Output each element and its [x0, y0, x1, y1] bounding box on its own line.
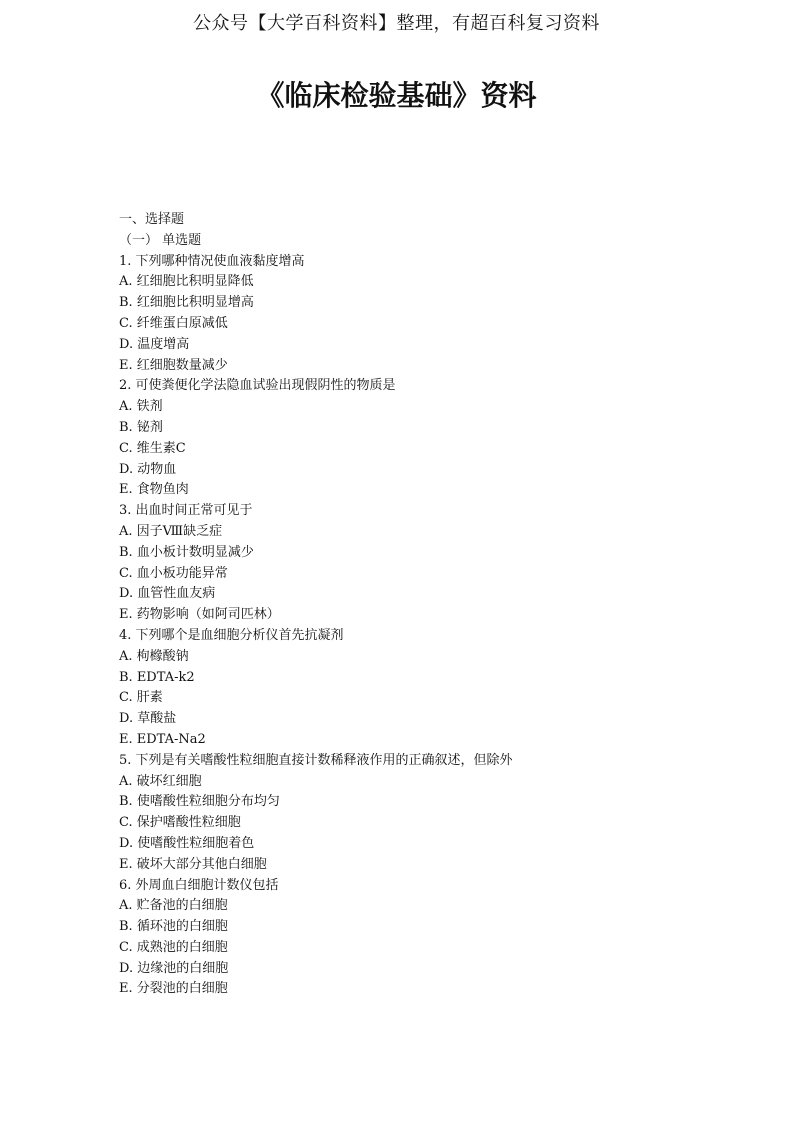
option-line: A. 因子Ⅷ缺乏症 — [119, 523, 223, 539]
option-line: D. 边缘池的白细胞 — [119, 960, 229, 976]
option-line: D. 温度增高 — [119, 336, 190, 352]
question-line: 6. 外周血白细胞计数仪包括 — [119, 877, 279, 893]
option-line: C. 保护嗜酸性粒细胞 — [119, 815, 241, 831]
option-line: D. 使嗜酸性粒细胞着色 — [119, 835, 255, 851]
option-line: D. 草酸盐 — [119, 711, 177, 727]
document-title: 《临床检验基础》资料 — [256, 79, 537, 112]
section-heading: 一、选择题 — [119, 212, 185, 227]
option-line: A. 贮备池的白细胞 — [119, 898, 228, 914]
option-line: B. 铋剂 — [119, 419, 163, 435]
option-line: E. 分裂池的白细胞 — [119, 981, 228, 997]
page-header: 公众号【大学百科资料】整理，有超百科复习资料 — [193, 13, 600, 34]
question-line: 4. 下列哪个是血细胞分析仪首先抗凝剂 — [119, 627, 344, 643]
option-line: A. 红细胞比积明显降低 — [119, 274, 254, 290]
option-line: C. 肝素 — [119, 690, 163, 706]
option-line: B. EDTA-k2 — [119, 669, 195, 685]
question-line: 1. 下列哪种情况使血液黏度增高 — [119, 253, 305, 269]
subsection-heading: （一） 单选题 — [119, 232, 202, 248]
question-line: 2. 可使粪便化学法隐血试验出现假阴性的物质是 — [119, 378, 396, 394]
option-line: E. 食物鱼肉 — [119, 482, 189, 498]
option-line: E. 破坏大部分其他白细胞 — [119, 856, 267, 872]
option-line: E. 红细胞数量减少 — [119, 357, 228, 373]
option-line: C. 成熟池的白细胞 — [119, 939, 228, 955]
option-line: C. 血小板功能异常 — [119, 565, 228, 581]
option-line: E. EDTA-Na2 — [119, 731, 206, 747]
question-line: 5. 下列是有关嗜酸性粒细胞直接计数稀释液作用的正确叙述，但除外 — [119, 752, 513, 768]
option-line: A. 破坏红细胞 — [119, 773, 202, 789]
option-line: E. 药物影响（如阿司匹林） — [119, 607, 280, 623]
option-line: B. 使嗜酸性粒细胞分布均匀 — [119, 794, 280, 810]
option-line: B. 红细胞比积明显增高 — [119, 295, 254, 311]
option-line: D. 血管性血友病 — [119, 586, 216, 602]
document-body — [119, 210, 719, 1000]
option-line: D. 动物血 — [119, 461, 177, 477]
option-line: C. 纤维蛋白原减低 — [119, 315, 228, 331]
option-line: B. 血小板计数明显减少 — [119, 544, 254, 560]
question-line: 3. 出血时间正常可见于 — [119, 503, 253, 519]
option-line: A. 枸橼酸钠 — [119, 648, 189, 664]
option-line: A. 铁剂 — [119, 399, 163, 415]
option-line: B. 循环池的白细胞 — [119, 919, 228, 935]
option-line: C. 维生素C — [119, 440, 186, 456]
